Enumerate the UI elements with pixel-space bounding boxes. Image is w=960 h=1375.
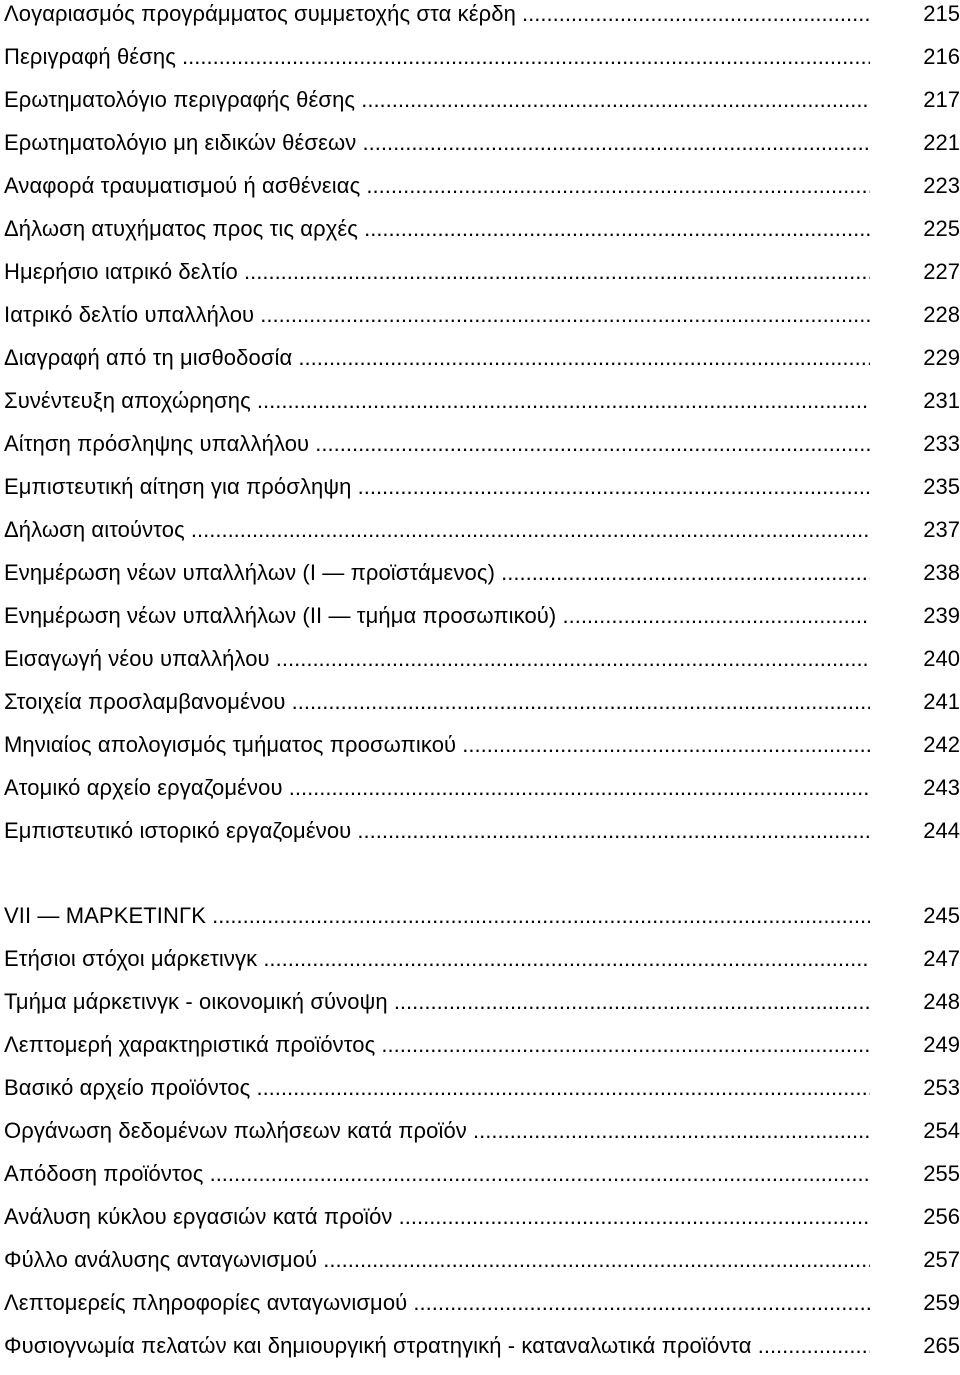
- toc-entry-page-number: 217: [923, 87, 960, 112]
- toc-entry-title: Εμπιστευτικό ιστορικό εργαζομένου .....: [4, 817, 870, 845]
- toc-entry-title: Μηνιαίος απολογισμός τμήματος προσωπικού .....: [4, 731, 870, 759]
- toc-entry-page-number: 238: [923, 560, 960, 585]
- toc-entry-title: Ερωτηματολόγιο μη ειδικών θέσεων .....: [4, 129, 870, 157]
- toc-entry-title: Αναφορά τραυματισμού ή ασθένειας .....: [4, 172, 870, 200]
- toc-entry: [0, 1117, 960, 1160]
- toc-entry: [0, 1289, 960, 1332]
- toc-entry: [0, 1332, 960, 1375]
- toc-entry-page-number: 223: [923, 173, 960, 198]
- toc-entry-title: Δήλωση ατυχήματος προς τις αρχές .....: [4, 215, 870, 243]
- toc-entry-title: Ενημέρωση νέων υπαλλήλων (Ι — προϊστάμενος) .....: [4, 559, 870, 587]
- toc-entry: [0, 129, 960, 172]
- toc-entry-page-number: 254: [923, 1118, 960, 1143]
- toc-entry-title: Ημερήσιο ιατρικό δελτίο .....: [4, 258, 870, 286]
- toc-entry-page-number: 221: [923, 130, 960, 155]
- toc-entry-page-number: 255: [923, 1161, 960, 1186]
- toc-entry-title: Φύλλο ανάλυσης ανταγωνισμού .....: [4, 1246, 870, 1274]
- toc-entry-title: Στοιχεία προσλαμβανομένου .....: [4, 688, 870, 716]
- toc-section-marketing: [0, 902, 960, 1375]
- toc-entry-page-number: 247: [923, 946, 960, 971]
- toc-entry-page-number: 253: [923, 1075, 960, 1100]
- toc-entry-page-number: 240: [923, 646, 960, 671]
- toc-entry-page-number: 239: [923, 603, 960, 628]
- toc-entry: [0, 516, 960, 559]
- toc-entry: [0, 602, 960, 645]
- toc-entry-title: Τμήμα μάρκετινγκ - οικονομική σύνοψη .....: [4, 988, 870, 1016]
- toc-entry: [0, 172, 960, 215]
- toc-entry-title: Ενημέρωση νέων υπαλλήλων (ΙΙ — τμήμα προσωπικού) .....: [4, 602, 870, 630]
- toc-entry-page-number: 228: [923, 302, 960, 327]
- toc-entry-title: Λεπτομερείς πληροφορίες ανταγωνισμού .....: [4, 1289, 870, 1317]
- toc-entry-page-number: 227: [923, 259, 960, 284]
- toc-entry: [0, 1074, 960, 1117]
- toc-entry: [0, 215, 960, 258]
- toc-entry: [0, 902, 960, 945]
- toc-entry: [0, 258, 960, 301]
- toc-entry-page-number: 235: [923, 474, 960, 499]
- toc-entry-page-number: 216: [923, 44, 960, 69]
- toc-entry: [0, 344, 960, 387]
- toc-entry-title: Ανάλυση κύκλου εργασιών κατά προϊόν .....: [4, 1203, 870, 1231]
- toc-entry-page-number: 225: [923, 216, 960, 241]
- toc-entry: [0, 731, 960, 774]
- toc-entry: [0, 688, 960, 731]
- toc-entry: [0, 430, 960, 473]
- toc-entry-page-number: 237: [923, 517, 960, 542]
- toc-entry: [0, 0, 960, 43]
- toc-entry-page-number: 215: [923, 1, 960, 26]
- toc-entry: [0, 988, 960, 1031]
- toc-entry-title: Περιγραφή θέσης .....: [4, 43, 870, 71]
- toc-entry-title: Ερωτηματολόγιο περιγραφής θέσης .....: [4, 86, 870, 114]
- toc-entry-page-number: 257: [923, 1247, 960, 1272]
- toc-entry-title: Δήλωση αιτούντος .....: [4, 516, 870, 544]
- toc-entry-page-number: 233: [923, 431, 960, 456]
- toc-entry: [0, 1246, 960, 1289]
- toc-entry-page-number: 265: [923, 1333, 960, 1358]
- toc-entry-title: Αίτηση πρόσληψης υπαλλήλου .....: [4, 430, 870, 458]
- toc-entry-title: Συνέντευξη αποχώρησης .....: [4, 387, 870, 415]
- toc-entry: [0, 945, 960, 988]
- toc-entry-title: Λεπτομερή χαρακτηριστικά προϊόντος .....: [4, 1031, 870, 1059]
- toc-entry: [0, 43, 960, 86]
- toc-entry: [0, 817, 960, 860]
- toc-entry-title: Ατομικό αρχείο εργαζομένου .....: [4, 774, 870, 802]
- toc-entry: [0, 301, 960, 344]
- toc-entry-title: Ετήσιοι στόχοι μάρκετινγκ .....: [4, 945, 870, 973]
- toc-entry-title: Λογαριασμός προγράμματος συμμετοχής στα κέρδη .....: [4, 0, 870, 28]
- toc-entry-title: VII — ΜΑΡΚΕΤΙΝΓΚ .....: [4, 902, 870, 930]
- toc-entry: [0, 473, 960, 516]
- toc-entry-page-number: 242: [923, 732, 960, 757]
- toc-entry-page-number: 245: [923, 903, 960, 928]
- toc-entry-page-number: 256: [923, 1204, 960, 1229]
- toc-entry-page-number: 249: [923, 1032, 960, 1057]
- toc-entry-title: Διαγραφή από τη μισθοδοσία .....: [4, 344, 870, 372]
- toc-entry-title: Απόδοση προϊόντος .....: [4, 1160, 870, 1188]
- toc-entry-page-number: 231: [923, 388, 960, 413]
- toc-entry-title: Ιατρικό δελτίο υπαλλήλου .....: [4, 301, 870, 329]
- toc-entry-page-number: 243: [923, 775, 960, 800]
- toc-entry: [0, 645, 960, 688]
- toc-entry-title: Φυσιογνωμία πελατών και δημιουργική στρατηγική - καταναλωτικά προϊόντα .....: [4, 1332, 870, 1360]
- toc-entry-page-number: 244: [923, 818, 960, 843]
- toc-entry: [0, 559, 960, 602]
- toc-entry-title: Οργάνωση δεδομένων πωλήσεων κατά προϊόν .....: [4, 1117, 870, 1145]
- toc-entry-page-number: 241: [923, 689, 960, 714]
- toc-entry: [0, 86, 960, 129]
- toc-entry: [0, 774, 960, 817]
- toc-entry: [0, 1031, 960, 1074]
- toc-entry: [0, 387, 960, 430]
- toc-entry-page-number: 229: [923, 345, 960, 370]
- toc-entry-title: Εισαγωγή νέου υπαλλήλου .....: [4, 645, 870, 673]
- toc-entry-page-number: 248: [923, 989, 960, 1014]
- toc-entry: [0, 1160, 960, 1203]
- toc-entry-page-number: 259: [923, 1290, 960, 1315]
- toc-entry-title: Βασικό αρχείο προϊόντος .....: [4, 1074, 870, 1102]
- toc-entry: [0, 1203, 960, 1246]
- toc-entry-title: Εμπιστευτική αίτηση για πρόσληψη .....: [4, 473, 870, 501]
